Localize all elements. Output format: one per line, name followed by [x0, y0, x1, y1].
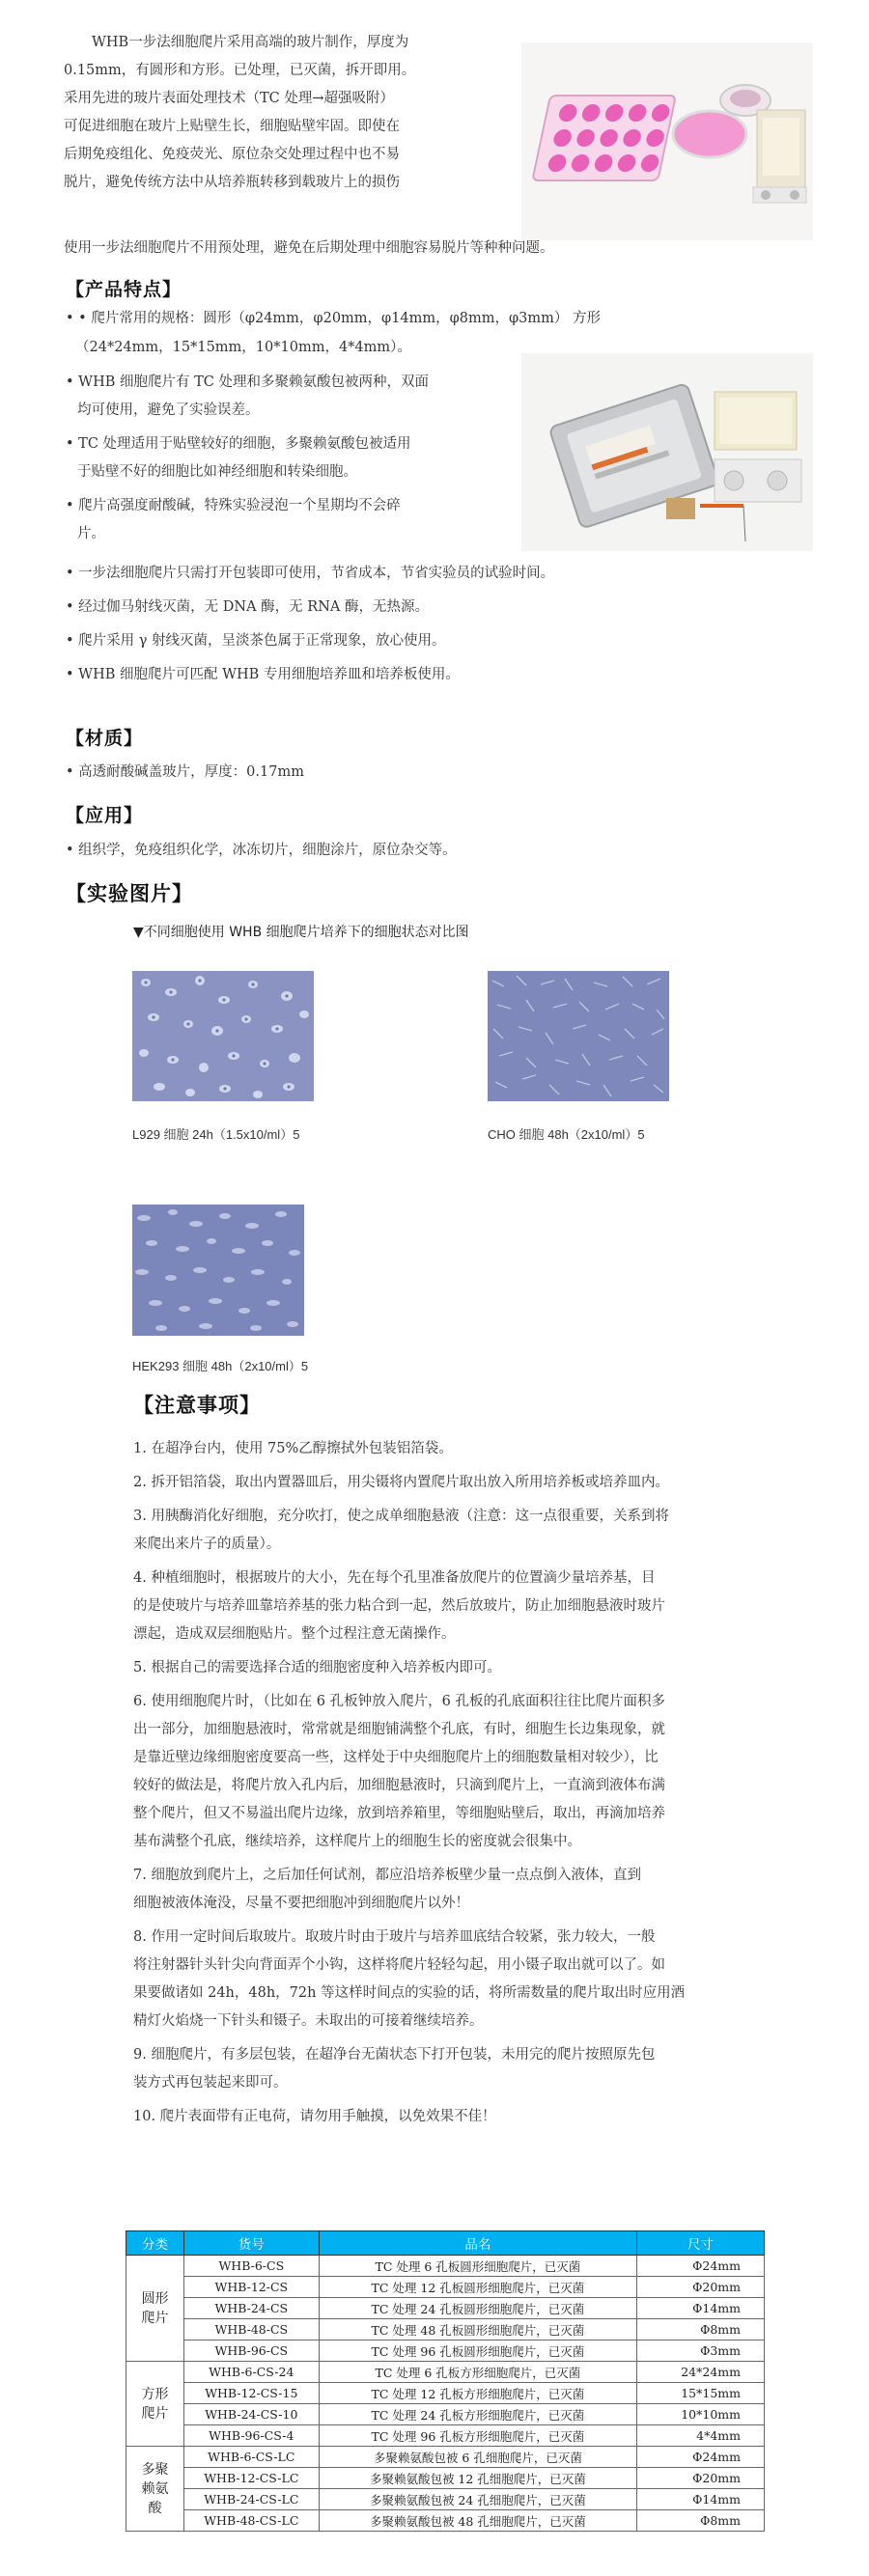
experiment-subtitle: ▼不同细胞使用 WHB 细胞爬片培养下的细胞状态对比图 [133, 925, 469, 940]
size-cell: 24*24mm [637, 2362, 765, 2383]
feature-item-cont: 均可使用，避免了实验误差。 [77, 402, 260, 418]
code-cell: WHB-24-CS-LC [183, 2489, 319, 2510]
name-cell: TC 处理 12 孔板方形细胞爬片，已灭菌 [319, 2383, 636, 2404]
category-line: 赖氨 [141, 2480, 169, 2497]
feature-item: • WHB 细胞爬片有 TC 处理和多聚赖氨酸包被两种，双面 [66, 369, 519, 397]
category-line: 圆形 [141, 2290, 169, 2307]
size-cell: Φ24mm [637, 2256, 765, 2277]
code-cell: WHB-6-CS [183, 2256, 319, 2277]
table-row [126, 2298, 765, 2319]
table-row [126, 2447, 765, 2468]
feature-item: • 一步法细胞爬片只需打开包装即可使用，节省成本，节省实验员的试验时间。 [66, 560, 828, 588]
name-cell: 多聚赖氨酸包被 6 孔细胞爬片，已灭菌 [319, 2447, 636, 2468]
feature-item-cont: 于贴壁不好的细胞比如神经细胞和转染细胞。 [77, 464, 357, 480]
code-cell: WHB-96-CS-4 [183, 2425, 319, 2447]
feature-list-top [66, 369, 519, 548]
name-cell: 多聚赖氨酸包被 24 孔细胞爬片，已灭菌 [319, 2489, 636, 2510]
name-cell: TC 处理 12 孔板圆形细胞爬片，已灭菌 [319, 2277, 636, 2298]
size-cell: Φ14mm [637, 2298, 765, 2319]
category-line: 方形 [141, 2386, 169, 2402]
note-item-cont: 装方式再包装起来即可。 [133, 2075, 288, 2091]
intro-line: 可促进细胞在玻片上贴壁生长，细胞贴壁牢固。即使在 [64, 119, 400, 134]
note-item: 9. 细胞爬片，有多层包装，在超净台无菌状态下打开包装，未用完的爬片按照原先包 [133, 2047, 656, 2063]
notes-list [133, 1435, 751, 2131]
size-cell: Φ14mm [637, 2489, 765, 2510]
caption-l929: L929 细胞 24h（1.5x10/ml）5 [132, 1127, 300, 1142]
features-title: 【产品特点】 [66, 279, 182, 300]
material-title: 【材质】 [66, 728, 144, 749]
note-item-cont: 较好的做法是，将爬片放入孔内后，加细胞悬液时，只滴到爬片上，一直滴到液体布满 [133, 1778, 665, 1793]
code-cell: WHB-6-CS-LC [183, 2447, 319, 2468]
category-cell [126, 2256, 184, 2362]
note-item-cont: 是靠近壁边缘细胞密度要高一些，这样处于中央细胞爬片上的细胞数量相对较少），比 [133, 1750, 659, 1765]
code-cell: WHB-6-CS-24 [183, 2362, 319, 2383]
category-cell [126, 2362, 184, 2447]
micro-image-cho [488, 971, 669, 1101]
intro-line: 采用先进的玻片表面处理技术（TC 处理→超强吸附） [64, 91, 395, 106]
feature-item: • TC 处理适用于贴壁较好的细胞，多聚赖氨酸包被适用 [66, 430, 519, 458]
table-row [126, 2362, 765, 2383]
product-photo-plates [521, 42, 813, 240]
intro-line: 0.15mm，有圆形和方形。已处理，已灭菌，拆开即用。 [64, 63, 416, 78]
name-cell: TC 处理 6 孔板方形细胞爬片，已灭菌 [319, 2362, 636, 2383]
name-cell: 多聚赖氨酸包被 48 孔细胞爬片，已灭菌 [319, 2510, 636, 2532]
table-row [126, 2383, 765, 2404]
spec-line [66, 305, 819, 333]
note-item: 1. 在超净台内，使用 75%乙醇擦拭外包装铝箔袋。 [133, 1441, 453, 1456]
name-cell: TC 处理 24 孔板方形细胞爬片，已灭菌 [319, 2404, 636, 2425]
header-category: 分类 [126, 2231, 184, 2256]
name-cell: TC 处理 96 孔板圆形细胞爬片，已灭菌 [319, 2341, 636, 2362]
note-item: 2. 拆开铝箔袋，取出内置器皿后，用尖镊将内置爬片取出放入所用培养板或培养皿内。 [133, 1475, 669, 1490]
note-item: 10. 爬片表面带有正电荷，请勿用手触摸，以免效果不佳！ [133, 2109, 496, 2124]
code-cell: WHB-12-CS-LC [183, 2468, 319, 2489]
size-cell: Φ20mm [637, 2277, 765, 2298]
code-cell: WHB-24-CS-10 [183, 2404, 319, 2425]
feature-item-cont: 片。 [77, 526, 105, 541]
table-row [126, 2256, 765, 2277]
micro-image-l929 [132, 971, 314, 1101]
note-item: 5. 根据自己的需要选择合适的细胞密度种入培养板内即可。 [133, 1660, 501, 1676]
note-item-cont: 来爬出来片子的质量）。 [133, 1537, 281, 1552]
name-cell: TC 处理 24 孔板圆形细胞爬片，已灭菌 [319, 2298, 636, 2319]
header-size: 尺寸 [637, 2231, 765, 2256]
note-item-cont: 果要做诸如 24h，48h，72h 等这样时间点的实验的话，将所需数量的爬片取出时应用酒 [133, 1985, 686, 2001]
note-item-cont: 漂起，造成双层细胞贴片。整个过程注意无菌操作。 [133, 1626, 456, 1642]
size-cell: Φ8mm [637, 2319, 765, 2341]
table-header-row [126, 2231, 765, 2256]
category-cell [126, 2447, 184, 2532]
table-row [126, 2404, 765, 2425]
application-item: • 组织学，免疫组织化学，冰冻切片，细胞涂片，原位杂交等。 [66, 843, 457, 858]
name-cell: 多聚赖氨酸包被 12 孔细胞爬片，已灭菌 [319, 2468, 636, 2489]
name-cell: TC 处理 96 孔板方形细胞爬片，已灭菌 [319, 2425, 636, 2447]
intro-last-line: 使用一步法细胞爬片不用预处理，避免在后期处理中细胞容易脱片等种种问题。 [64, 240, 554, 256]
header-name: 品名 [319, 2231, 636, 2256]
name-cell: TC 处理 6 孔板圆形细胞爬片，已灭菌 [319, 2256, 636, 2277]
code-cell: WHB-12-CS-15 [183, 2383, 319, 2404]
category-line: 酸 [148, 2500, 162, 2516]
note-item-cont: 出一部分，加细胞悬液时，常常就是细胞铺满整个孔底，有时，细胞生长边集现象，就 [133, 1722, 665, 1737]
size-cell: Φ24mm [637, 2447, 765, 2468]
code-cell: WHB-24-CS [183, 2298, 319, 2319]
note-item: 8. 作用一定时间后取玻片。取玻片时由于玻片与培养皿底结合较紧，张力较大，一般 [133, 1929, 656, 1945]
table-row [126, 2341, 765, 2362]
note-item: 4. 种植细胞时，根据玻片的大小，先在每个孔里准备放爬片的位置滴少量培养基，目 [133, 1570, 656, 1586]
table-row [126, 2425, 765, 2447]
application-title: 【应用】 [66, 805, 144, 826]
size-cell: Φ20mm [637, 2468, 765, 2489]
feature-item: • 经过伽马射线灭菌，无 DNA 酶，无 RNA 酶，无热源。 [66, 594, 828, 622]
caption-hek293: HEK293 细胞 48h（2x10/ml）5 [132, 1359, 309, 1373]
intro-line: 后期免疫组化、免疫荧光、原位杂交处理过程中也不易 [64, 147, 400, 162]
spec-line-2: （24*24mm，15*15mm，10*10mm，4*4mm）。 [75, 340, 411, 355]
note-item-cont: 的是使玻片与培养皿靠培养基的张力粘合到一起，然后放玻片，防止加细胞悬液时玻片 [133, 1598, 665, 1614]
micro-image-hek293 [132, 1205, 304, 1336]
category-line: 多聚 [141, 2461, 169, 2478]
product-photo-packages [521, 353, 813, 551]
note-item-cont: 细胞被液体淹没，尽量不要把细胞冲到细胞爬片以外！ [133, 1896, 469, 1911]
size-cell: Φ3mm [637, 2341, 765, 2362]
size-cell: 10*10mm [637, 2404, 765, 2425]
size-cell: 15*15mm [637, 2383, 765, 2404]
note-item-cont: 基布满整个孔底，继续培养，这样爬片上的细胞生长的密度就会很集中。 [133, 1834, 581, 1849]
feature-list-bottom [66, 560, 828, 689]
table-row [126, 2468, 765, 2489]
table-row [126, 2319, 765, 2341]
code-cell: WHB-96-CS [183, 2341, 319, 2362]
size-cell: Φ8mm [637, 2510, 765, 2532]
note-item: 6. 使用细胞爬片时，（比如在 6 孔板钟放入爬片，6 孔板的孔底面积往往比爬片面积多 [133, 1694, 665, 1709]
material-item: • 高透耐酸碱盖玻片，厚度：0.17mm [66, 764, 304, 780]
feature-item: • 爬片采用 γ 射线灭菌，呈淡茶色属于正常现象，放心使用。 [66, 627, 828, 655]
category-line: 爬片 [141, 2405, 169, 2422]
category-line: 爬片 [141, 2310, 169, 2326]
code-cell: WHB-48-CS-LC [183, 2510, 319, 2532]
caption-cho: CHO 细胞 48h（2x10/ml）5 [488, 1127, 645, 1142]
table-row [126, 2277, 765, 2298]
experiment-title: 【实验图片】 [66, 882, 193, 905]
note-item-cont: 整个爬片，但又不易溢出爬片边缘，放到培养箱里，等细胞贴壁后，取出，再滴加培养 [133, 1806, 665, 1821]
code-cell: WHB-12-CS [183, 2277, 319, 2298]
intro-paragraph [64, 29, 518, 197]
note-item-cont: 将注射器针头针尖向背面弄个小钩，这样将爬片轻轻勾起，用小镊子取出就可以了。如 [133, 1957, 665, 1973]
feature-item: • WHB 细胞爬片可匹配 WHB 专用细胞培养皿和培养板使用。 [66, 661, 828, 689]
header-code: 货号 [183, 2231, 319, 2256]
note-item-cont: 精灯火焰烧一下针头和镊子。未取出的可接着继续培养。 [133, 2013, 484, 2029]
note-item: 3. 用胰酶消化好细胞，充分吹打，使之成单细胞悬液（注意：这一点很重要，关系到将 [133, 1509, 669, 1524]
intro-line: 脱片，避免传统方法中从培养瓶转移到载玻片上的损伤 [64, 175, 400, 190]
notes-title: 【注意事项】 [133, 1394, 261, 1417]
intro-line: WHB一步法细胞爬片采用高端的玻片制作，厚度为 [92, 35, 409, 50]
name-cell: TC 处理 48 孔板圆形细胞爬片，已灭菌 [319, 2319, 636, 2341]
table-row [126, 2489, 765, 2510]
table-row [126, 2510, 765, 2532]
code-cell: WHB-48-CS [183, 2319, 319, 2341]
note-item: 7. 细胞放到爬片上，之后加任何试剂，都应沿培养板壁少量一点点倒入液体，直到 [133, 1868, 641, 1883]
spec-line-text: • 爬片常用的规格：圆形（φ24mm，φ20mm，φ14mm，φ8mm，φ3mm） 方形 [78, 311, 602, 326]
feature-item: • 爬片高强度耐酸碱，特殊实验浸泡一个星期均不会碎 [66, 492, 519, 520]
size-cell: 4*4mm [637, 2425, 765, 2447]
product-table [126, 2230, 765, 2532]
